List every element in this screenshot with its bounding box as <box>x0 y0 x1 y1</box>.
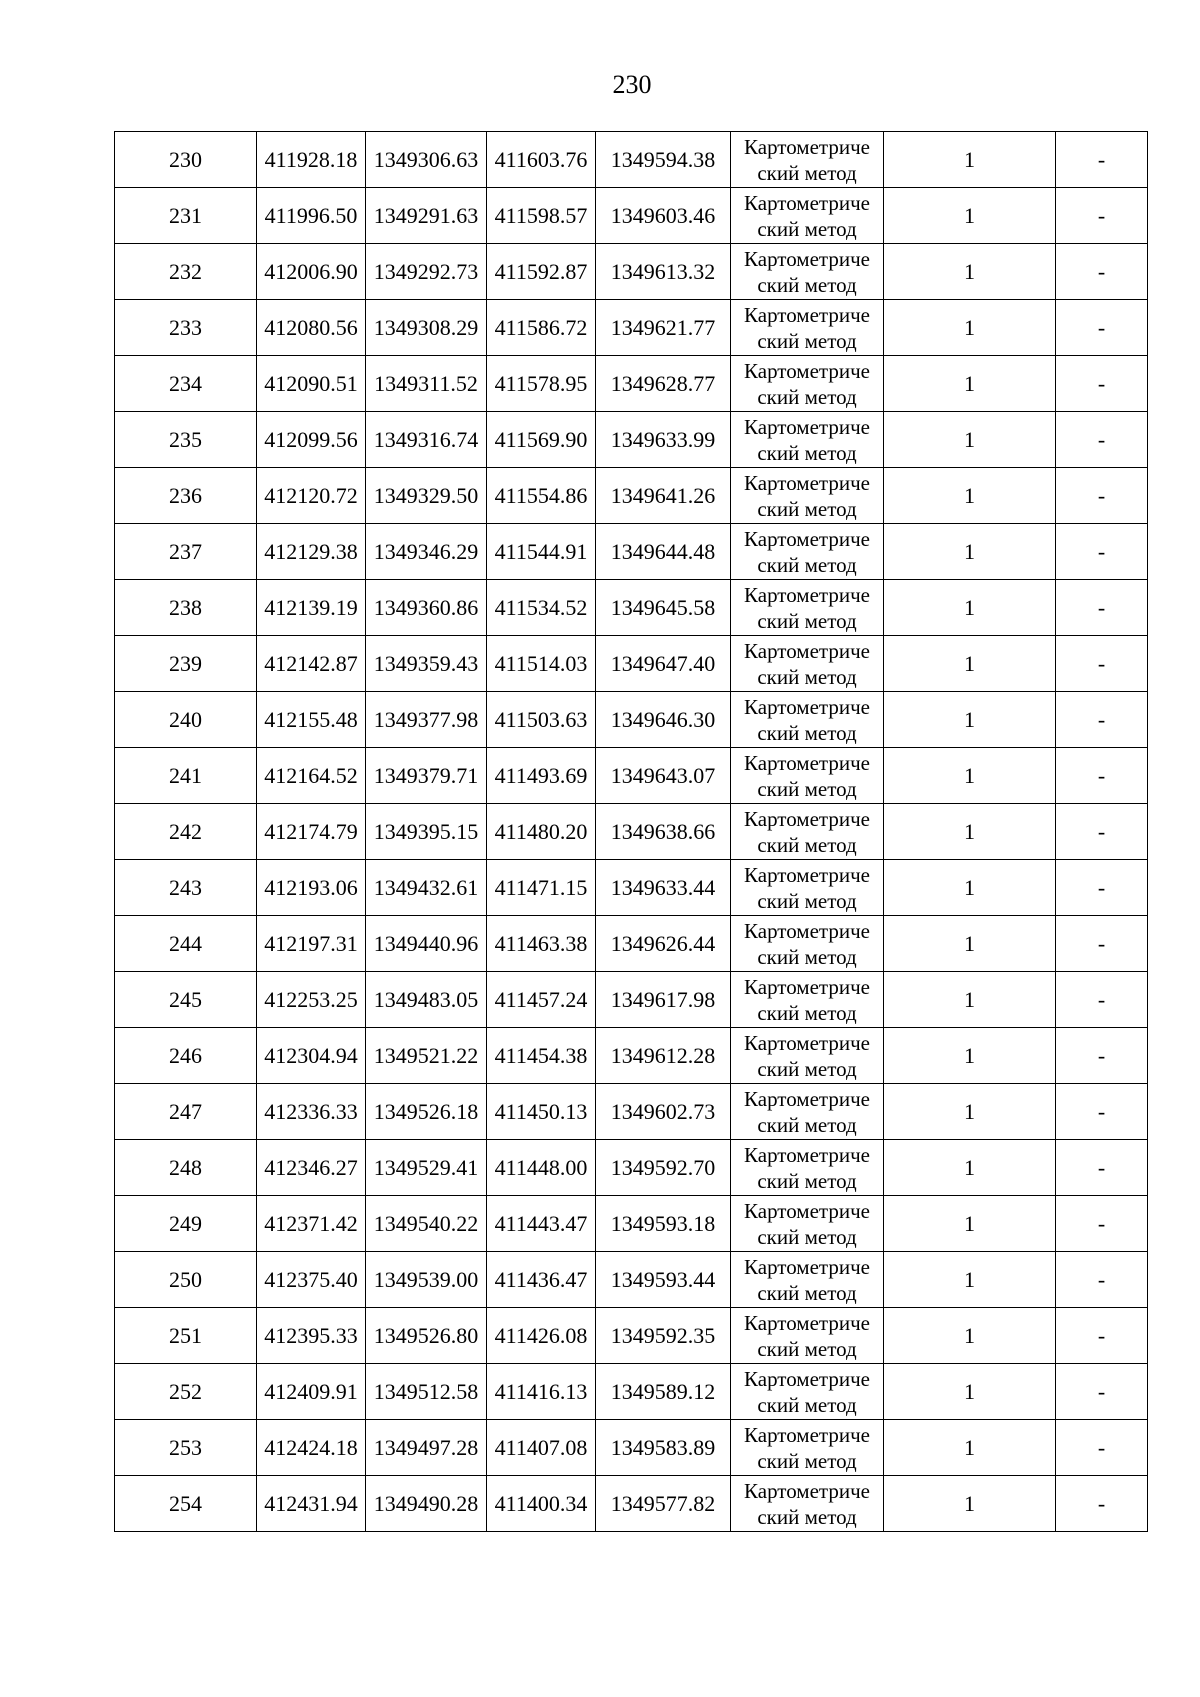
method-text-line: Картометриче <box>744 918 870 943</box>
method-cell <box>731 1252 884 1308</box>
table-row <box>115 1196 1148 1252</box>
y1-coordinate-cell: 1349306.63 <box>366 132 487 188</box>
y1-coordinate-cell: 1349346.29 <box>366 524 487 580</box>
point-number-cell: 234 <box>115 356 257 412</box>
point-number-cell: 238 <box>115 580 257 636</box>
accuracy-cell: 1 <box>884 580 1056 636</box>
point-number-cell: 252 <box>115 1364 257 1420</box>
accuracy-cell: 1 <box>884 692 1056 748</box>
note-cell: - <box>1056 1420 1148 1476</box>
x1-coordinate-cell: 412174.79 <box>257 804 366 860</box>
method-text-line: Картометриче <box>744 862 870 887</box>
table-row <box>115 356 1148 412</box>
page-number: 230 <box>612 70 652 99</box>
method-cell <box>731 356 884 412</box>
x1-coordinate-cell: 412155.48 <box>257 692 366 748</box>
y1-coordinate-cell: 1349440.96 <box>366 916 487 972</box>
accuracy-cell: 1 <box>884 524 1056 580</box>
table-row <box>115 132 1148 188</box>
note-cell: - <box>1056 1028 1148 1084</box>
method-text-line: ский метод <box>757 776 857 801</box>
point-number-cell: 236 <box>115 468 257 524</box>
method-text-line: ский метод <box>757 1336 857 1361</box>
accuracy-cell: 1 <box>884 804 1056 860</box>
x2-coordinate-cell: 411407.08 <box>487 1420 596 1476</box>
method-text-line: ский метод <box>757 1000 857 1025</box>
method-text-line: ский метод <box>757 944 857 969</box>
accuracy-cell: 1 <box>884 412 1056 468</box>
x2-coordinate-cell: 411493.69 <box>487 748 596 804</box>
table-row <box>115 1028 1148 1084</box>
method-text-line: Картометриче <box>744 1366 870 1391</box>
method-cell <box>731 1196 884 1252</box>
x1-coordinate-cell: 411928.18 <box>257 132 366 188</box>
method-text-line: ский метод <box>757 1280 857 1305</box>
point-number-cell: 253 <box>115 1420 257 1476</box>
y1-coordinate-cell: 1349521.22 <box>366 1028 487 1084</box>
y2-coordinate-cell: 1349643.07 <box>596 748 731 804</box>
x1-coordinate-cell: 412193.06 <box>257 860 366 916</box>
y1-coordinate-cell: 1349329.50 <box>366 468 487 524</box>
accuracy-cell: 1 <box>884 972 1056 1028</box>
x2-coordinate-cell: 411443.47 <box>487 1196 596 1252</box>
point-number-cell: 231 <box>115 188 257 244</box>
method-cell <box>731 916 884 972</box>
method-text-line: Картометриче <box>744 134 870 159</box>
method-text-line: ский метод <box>757 664 857 689</box>
y1-coordinate-cell: 1349512.58 <box>366 1364 487 1420</box>
x1-coordinate-cell: 412090.51 <box>257 356 366 412</box>
point-number-cell: 244 <box>115 916 257 972</box>
x2-coordinate-cell: 411426.08 <box>487 1308 596 1364</box>
y2-coordinate-cell: 1349603.46 <box>596 188 731 244</box>
note-cell: - <box>1056 132 1148 188</box>
x1-coordinate-cell: 412142.87 <box>257 636 366 692</box>
point-number-cell: 248 <box>115 1140 257 1196</box>
accuracy-cell: 1 <box>884 1084 1056 1140</box>
x1-coordinate-cell: 411996.50 <box>257 188 366 244</box>
y1-coordinate-cell: 1349316.74 <box>366 412 487 468</box>
method-cell <box>731 1364 884 1420</box>
x2-coordinate-cell: 411554.86 <box>487 468 596 524</box>
accuracy-cell: 1 <box>884 188 1056 244</box>
method-text-line: ский метод <box>757 496 857 521</box>
x2-coordinate-cell: 411463.38 <box>487 916 596 972</box>
y1-coordinate-cell: 1349526.18 <box>366 1084 487 1140</box>
method-text-line: ский метод <box>757 720 857 745</box>
method-text-line: ский метод <box>757 1392 857 1417</box>
note-cell: - <box>1056 748 1148 804</box>
method-text-line: ский метод <box>757 832 857 857</box>
note-cell: - <box>1056 1308 1148 1364</box>
note-cell: - <box>1056 860 1148 916</box>
x2-coordinate-cell: 411569.90 <box>487 412 596 468</box>
table-row <box>115 524 1148 580</box>
table-row <box>115 1308 1148 1364</box>
table-row <box>115 1252 1148 1308</box>
y2-coordinate-cell: 1349617.98 <box>596 972 731 1028</box>
y2-coordinate-cell: 1349626.44 <box>596 916 731 972</box>
x2-coordinate-cell: 411544.91 <box>487 524 596 580</box>
x2-coordinate-cell: 411454.38 <box>487 1028 596 1084</box>
x2-coordinate-cell: 411436.47 <box>487 1252 596 1308</box>
method-text-line: Картометриче <box>744 638 870 663</box>
method-text-line: Картометриче <box>744 1030 870 1055</box>
table-row <box>115 972 1148 1028</box>
method-text-line: ский метод <box>757 608 857 633</box>
table-row <box>115 412 1148 468</box>
method-text-line: Картометриче <box>744 974 870 999</box>
x1-coordinate-cell: 412080.56 <box>257 300 366 356</box>
coordinates-table <box>114 131 1148 1532</box>
table-row <box>115 300 1148 356</box>
note-cell: - <box>1056 636 1148 692</box>
accuracy-cell: 1 <box>884 1140 1056 1196</box>
table-row <box>115 188 1148 244</box>
accuracy-cell: 1 <box>884 468 1056 524</box>
x1-coordinate-cell: 412375.40 <box>257 1252 366 1308</box>
table-row <box>115 1364 1148 1420</box>
method-text-line: Картометриче <box>744 414 870 439</box>
x2-coordinate-cell: 411534.52 <box>487 580 596 636</box>
method-cell <box>731 244 884 300</box>
y2-coordinate-cell: 1349602.73 <box>596 1084 731 1140</box>
note-cell: - <box>1056 1364 1148 1420</box>
method-text-line: Картометриче <box>744 1310 870 1335</box>
point-number-cell: 245 <box>115 972 257 1028</box>
table-row <box>115 636 1148 692</box>
method-text-line: Картометриче <box>744 694 870 719</box>
method-text-line: Картометриче <box>744 190 870 215</box>
note-cell: - <box>1056 1140 1148 1196</box>
note-cell: - <box>1056 468 1148 524</box>
x2-coordinate-cell: 411400.34 <box>487 1476 596 1532</box>
x2-coordinate-cell: 411471.15 <box>487 860 596 916</box>
method-text-line: Картометриче <box>744 526 870 551</box>
method-cell <box>731 1420 884 1476</box>
x2-coordinate-cell: 411416.13 <box>487 1364 596 1420</box>
note-cell: - <box>1056 972 1148 1028</box>
x2-coordinate-cell: 411578.95 <box>487 356 596 412</box>
y1-coordinate-cell: 1349497.28 <box>366 1420 487 1476</box>
method-text-line: ский метод <box>757 888 857 913</box>
y2-coordinate-cell: 1349633.44 <box>596 860 731 916</box>
y2-coordinate-cell: 1349613.32 <box>596 244 731 300</box>
method-cell <box>731 132 884 188</box>
y1-coordinate-cell: 1349395.15 <box>366 804 487 860</box>
note-cell: - <box>1056 692 1148 748</box>
note-cell: - <box>1056 580 1148 636</box>
x1-coordinate-cell: 412120.72 <box>257 468 366 524</box>
method-text-line: ский метод <box>757 1056 857 1081</box>
point-number-cell: 233 <box>115 300 257 356</box>
method-text-line: Картометриче <box>744 1422 870 1447</box>
table-row <box>115 1476 1148 1532</box>
note-cell: - <box>1056 356 1148 412</box>
method-cell <box>731 1140 884 1196</box>
y2-coordinate-cell: 1349593.18 <box>596 1196 731 1252</box>
accuracy-cell: 1 <box>884 1028 1056 1084</box>
method-text-line: ский метод <box>757 160 857 185</box>
y1-coordinate-cell: 1349526.80 <box>366 1308 487 1364</box>
note-cell: - <box>1056 244 1148 300</box>
accuracy-cell: 1 <box>884 300 1056 356</box>
y2-coordinate-cell: 1349583.89 <box>596 1420 731 1476</box>
point-number-cell: 239 <box>115 636 257 692</box>
method-text-line: ский метод <box>757 1448 857 1473</box>
accuracy-cell: 1 <box>884 1420 1056 1476</box>
y2-coordinate-cell: 1349633.99 <box>596 412 731 468</box>
y1-coordinate-cell: 1349311.52 <box>366 356 487 412</box>
method-cell <box>731 1028 884 1084</box>
table-row <box>115 1084 1148 1140</box>
method-text-line: Картометриче <box>744 1478 870 1503</box>
method-cell <box>731 636 884 692</box>
method-text-line: Картометриче <box>744 806 870 831</box>
x1-coordinate-cell: 412395.33 <box>257 1308 366 1364</box>
method-cell <box>731 188 884 244</box>
y1-coordinate-cell: 1349360.86 <box>366 580 487 636</box>
note-cell: - <box>1056 1252 1148 1308</box>
accuracy-cell: 1 <box>884 244 1056 300</box>
point-number-cell: 246 <box>115 1028 257 1084</box>
point-number-cell: 235 <box>115 412 257 468</box>
point-number-cell: 251 <box>115 1308 257 1364</box>
method-text-line: ский метод <box>757 384 857 409</box>
y2-coordinate-cell: 1349646.30 <box>596 692 731 748</box>
note-cell: - <box>1056 1476 1148 1532</box>
x1-coordinate-cell: 412253.25 <box>257 972 366 1028</box>
method-text-line: Картометриче <box>744 470 870 495</box>
point-number-cell: 247 <box>115 1084 257 1140</box>
point-number-cell: 250 <box>115 1252 257 1308</box>
x1-coordinate-cell: 412431.94 <box>257 1476 366 1532</box>
accuracy-cell: 1 <box>884 1364 1056 1420</box>
note-cell: - <box>1056 412 1148 468</box>
point-number-cell: 240 <box>115 692 257 748</box>
table-row <box>115 916 1148 972</box>
x1-coordinate-cell: 412006.90 <box>257 244 366 300</box>
method-cell <box>731 804 884 860</box>
y1-coordinate-cell: 1349490.28 <box>366 1476 487 1532</box>
method-text-line: ский метод <box>757 272 857 297</box>
note-cell: - <box>1056 1084 1148 1140</box>
method-cell <box>731 524 884 580</box>
accuracy-cell: 1 <box>884 748 1056 804</box>
accuracy-cell: 1 <box>884 860 1056 916</box>
method-cell <box>731 580 884 636</box>
y1-coordinate-cell: 1349292.73 <box>366 244 487 300</box>
x1-coordinate-cell: 412346.27 <box>257 1140 366 1196</box>
x2-coordinate-cell: 411480.20 <box>487 804 596 860</box>
method-cell <box>731 1308 884 1364</box>
accuracy-cell: 1 <box>884 1252 1056 1308</box>
x1-coordinate-cell: 412139.19 <box>257 580 366 636</box>
method-text-line: Картометриче <box>744 582 870 607</box>
method-text-line: Картометриче <box>744 1198 870 1223</box>
y2-coordinate-cell: 1349641.26 <box>596 468 731 524</box>
y1-coordinate-cell: 1349377.98 <box>366 692 487 748</box>
table-row <box>115 244 1148 300</box>
point-number-cell: 242 <box>115 804 257 860</box>
y2-coordinate-cell: 1349589.12 <box>596 1364 731 1420</box>
x1-coordinate-cell: 412304.94 <box>257 1028 366 1084</box>
x2-coordinate-cell: 411603.76 <box>487 132 596 188</box>
x2-coordinate-cell: 411514.03 <box>487 636 596 692</box>
y2-coordinate-cell: 1349638.66 <box>596 804 731 860</box>
note-cell: - <box>1056 300 1148 356</box>
method-cell <box>731 412 884 468</box>
method-cell <box>731 972 884 1028</box>
note-cell: - <box>1056 1196 1148 1252</box>
method-text-line: Картометриче <box>744 1254 870 1279</box>
note-cell: - <box>1056 188 1148 244</box>
y2-coordinate-cell: 1349577.82 <box>596 1476 731 1532</box>
x1-coordinate-cell: 412099.56 <box>257 412 366 468</box>
y1-coordinate-cell: 1349379.71 <box>366 748 487 804</box>
method-text-line: ский метод <box>757 216 857 241</box>
accuracy-cell: 1 <box>884 1476 1056 1532</box>
y2-coordinate-cell: 1349612.28 <box>596 1028 731 1084</box>
y2-coordinate-cell: 1349628.77 <box>596 356 731 412</box>
accuracy-cell: 1 <box>884 636 1056 692</box>
y1-coordinate-cell: 1349539.00 <box>366 1252 487 1308</box>
y1-coordinate-cell: 1349432.61 <box>366 860 487 916</box>
table-row <box>115 748 1148 804</box>
y1-coordinate-cell: 1349308.29 <box>366 300 487 356</box>
table-row <box>115 1420 1148 1476</box>
accuracy-cell: 1 <box>884 916 1056 972</box>
x2-coordinate-cell: 411450.13 <box>487 1084 596 1140</box>
x2-coordinate-cell: 411503.63 <box>487 692 596 748</box>
method-cell <box>731 1476 884 1532</box>
x2-coordinate-cell: 411457.24 <box>487 972 596 1028</box>
y2-coordinate-cell: 1349592.35 <box>596 1308 731 1364</box>
y1-coordinate-cell: 1349483.05 <box>366 972 487 1028</box>
note-cell: - <box>1056 916 1148 972</box>
method-cell <box>731 748 884 804</box>
note-cell: - <box>1056 524 1148 580</box>
method-text-line: ский метод <box>757 1112 857 1137</box>
method-cell <box>731 300 884 356</box>
x1-coordinate-cell: 412371.42 <box>257 1196 366 1252</box>
accuracy-cell: 1 <box>884 1308 1056 1364</box>
method-text-line: ский метод <box>757 1504 857 1529</box>
method-text-line: Картометриче <box>744 246 870 271</box>
method-text-line: ский метод <box>757 440 857 465</box>
note-cell: - <box>1056 804 1148 860</box>
point-number-cell: 232 <box>115 244 257 300</box>
method-text-line: ский метод <box>757 552 857 577</box>
method-text-line: Картометриче <box>744 750 870 775</box>
x1-coordinate-cell: 412336.33 <box>257 1084 366 1140</box>
table-body <box>115 132 1148 1532</box>
y2-coordinate-cell: 1349645.58 <box>596 580 731 636</box>
method-cell <box>731 860 884 916</box>
x2-coordinate-cell: 411586.72 <box>487 300 596 356</box>
x2-coordinate-cell: 411592.87 <box>487 244 596 300</box>
point-number-cell: 249 <box>115 1196 257 1252</box>
accuracy-cell: 1 <box>884 132 1056 188</box>
y2-coordinate-cell: 1349644.48 <box>596 524 731 580</box>
method-text-line: Картометриче <box>744 302 870 327</box>
y1-coordinate-cell: 1349540.22 <box>366 1196 487 1252</box>
y2-coordinate-cell: 1349621.77 <box>596 300 731 356</box>
y2-coordinate-cell: 1349593.44 <box>596 1252 731 1308</box>
y1-coordinate-cell: 1349291.63 <box>366 188 487 244</box>
method-text-line: ский метод <box>757 328 857 353</box>
method-text-line: ский метод <box>757 1168 857 1193</box>
accuracy-cell: 1 <box>884 356 1056 412</box>
point-number-cell: 254 <box>115 1476 257 1532</box>
method-text-line: Картометриче <box>744 1142 870 1167</box>
x2-coordinate-cell: 411448.00 <box>487 1140 596 1196</box>
table-row <box>115 804 1148 860</box>
point-number-cell: 241 <box>115 748 257 804</box>
method-text-line: Картометриче <box>744 358 870 383</box>
x1-coordinate-cell: 412129.38 <box>257 524 366 580</box>
point-number-cell: 230 <box>115 132 257 188</box>
y2-coordinate-cell: 1349594.38 <box>596 132 731 188</box>
x2-coordinate-cell: 411598.57 <box>487 188 596 244</box>
table-row <box>115 860 1148 916</box>
x1-coordinate-cell: 412164.52 <box>257 748 366 804</box>
method-text-line: ский метод <box>757 1224 857 1249</box>
x1-coordinate-cell: 412197.31 <box>257 916 366 972</box>
method-text-line: Картометриче <box>744 1086 870 1111</box>
method-cell <box>731 692 884 748</box>
method-cell <box>731 468 884 524</box>
method-cell <box>731 1084 884 1140</box>
table-row <box>115 692 1148 748</box>
y2-coordinate-cell: 1349592.70 <box>596 1140 731 1196</box>
table-row <box>115 1140 1148 1196</box>
y1-coordinate-cell: 1349529.41 <box>366 1140 487 1196</box>
point-number-cell: 243 <box>115 860 257 916</box>
y2-coordinate-cell: 1349647.40 <box>596 636 731 692</box>
y1-coordinate-cell: 1349359.43 <box>366 636 487 692</box>
x1-coordinate-cell: 412424.18 <box>257 1420 366 1476</box>
x1-coordinate-cell: 412409.91 <box>257 1364 366 1420</box>
table-row <box>115 580 1148 636</box>
accuracy-cell: 1 <box>884 1196 1056 1252</box>
point-number-cell: 237 <box>115 524 257 580</box>
table-row <box>115 468 1148 524</box>
